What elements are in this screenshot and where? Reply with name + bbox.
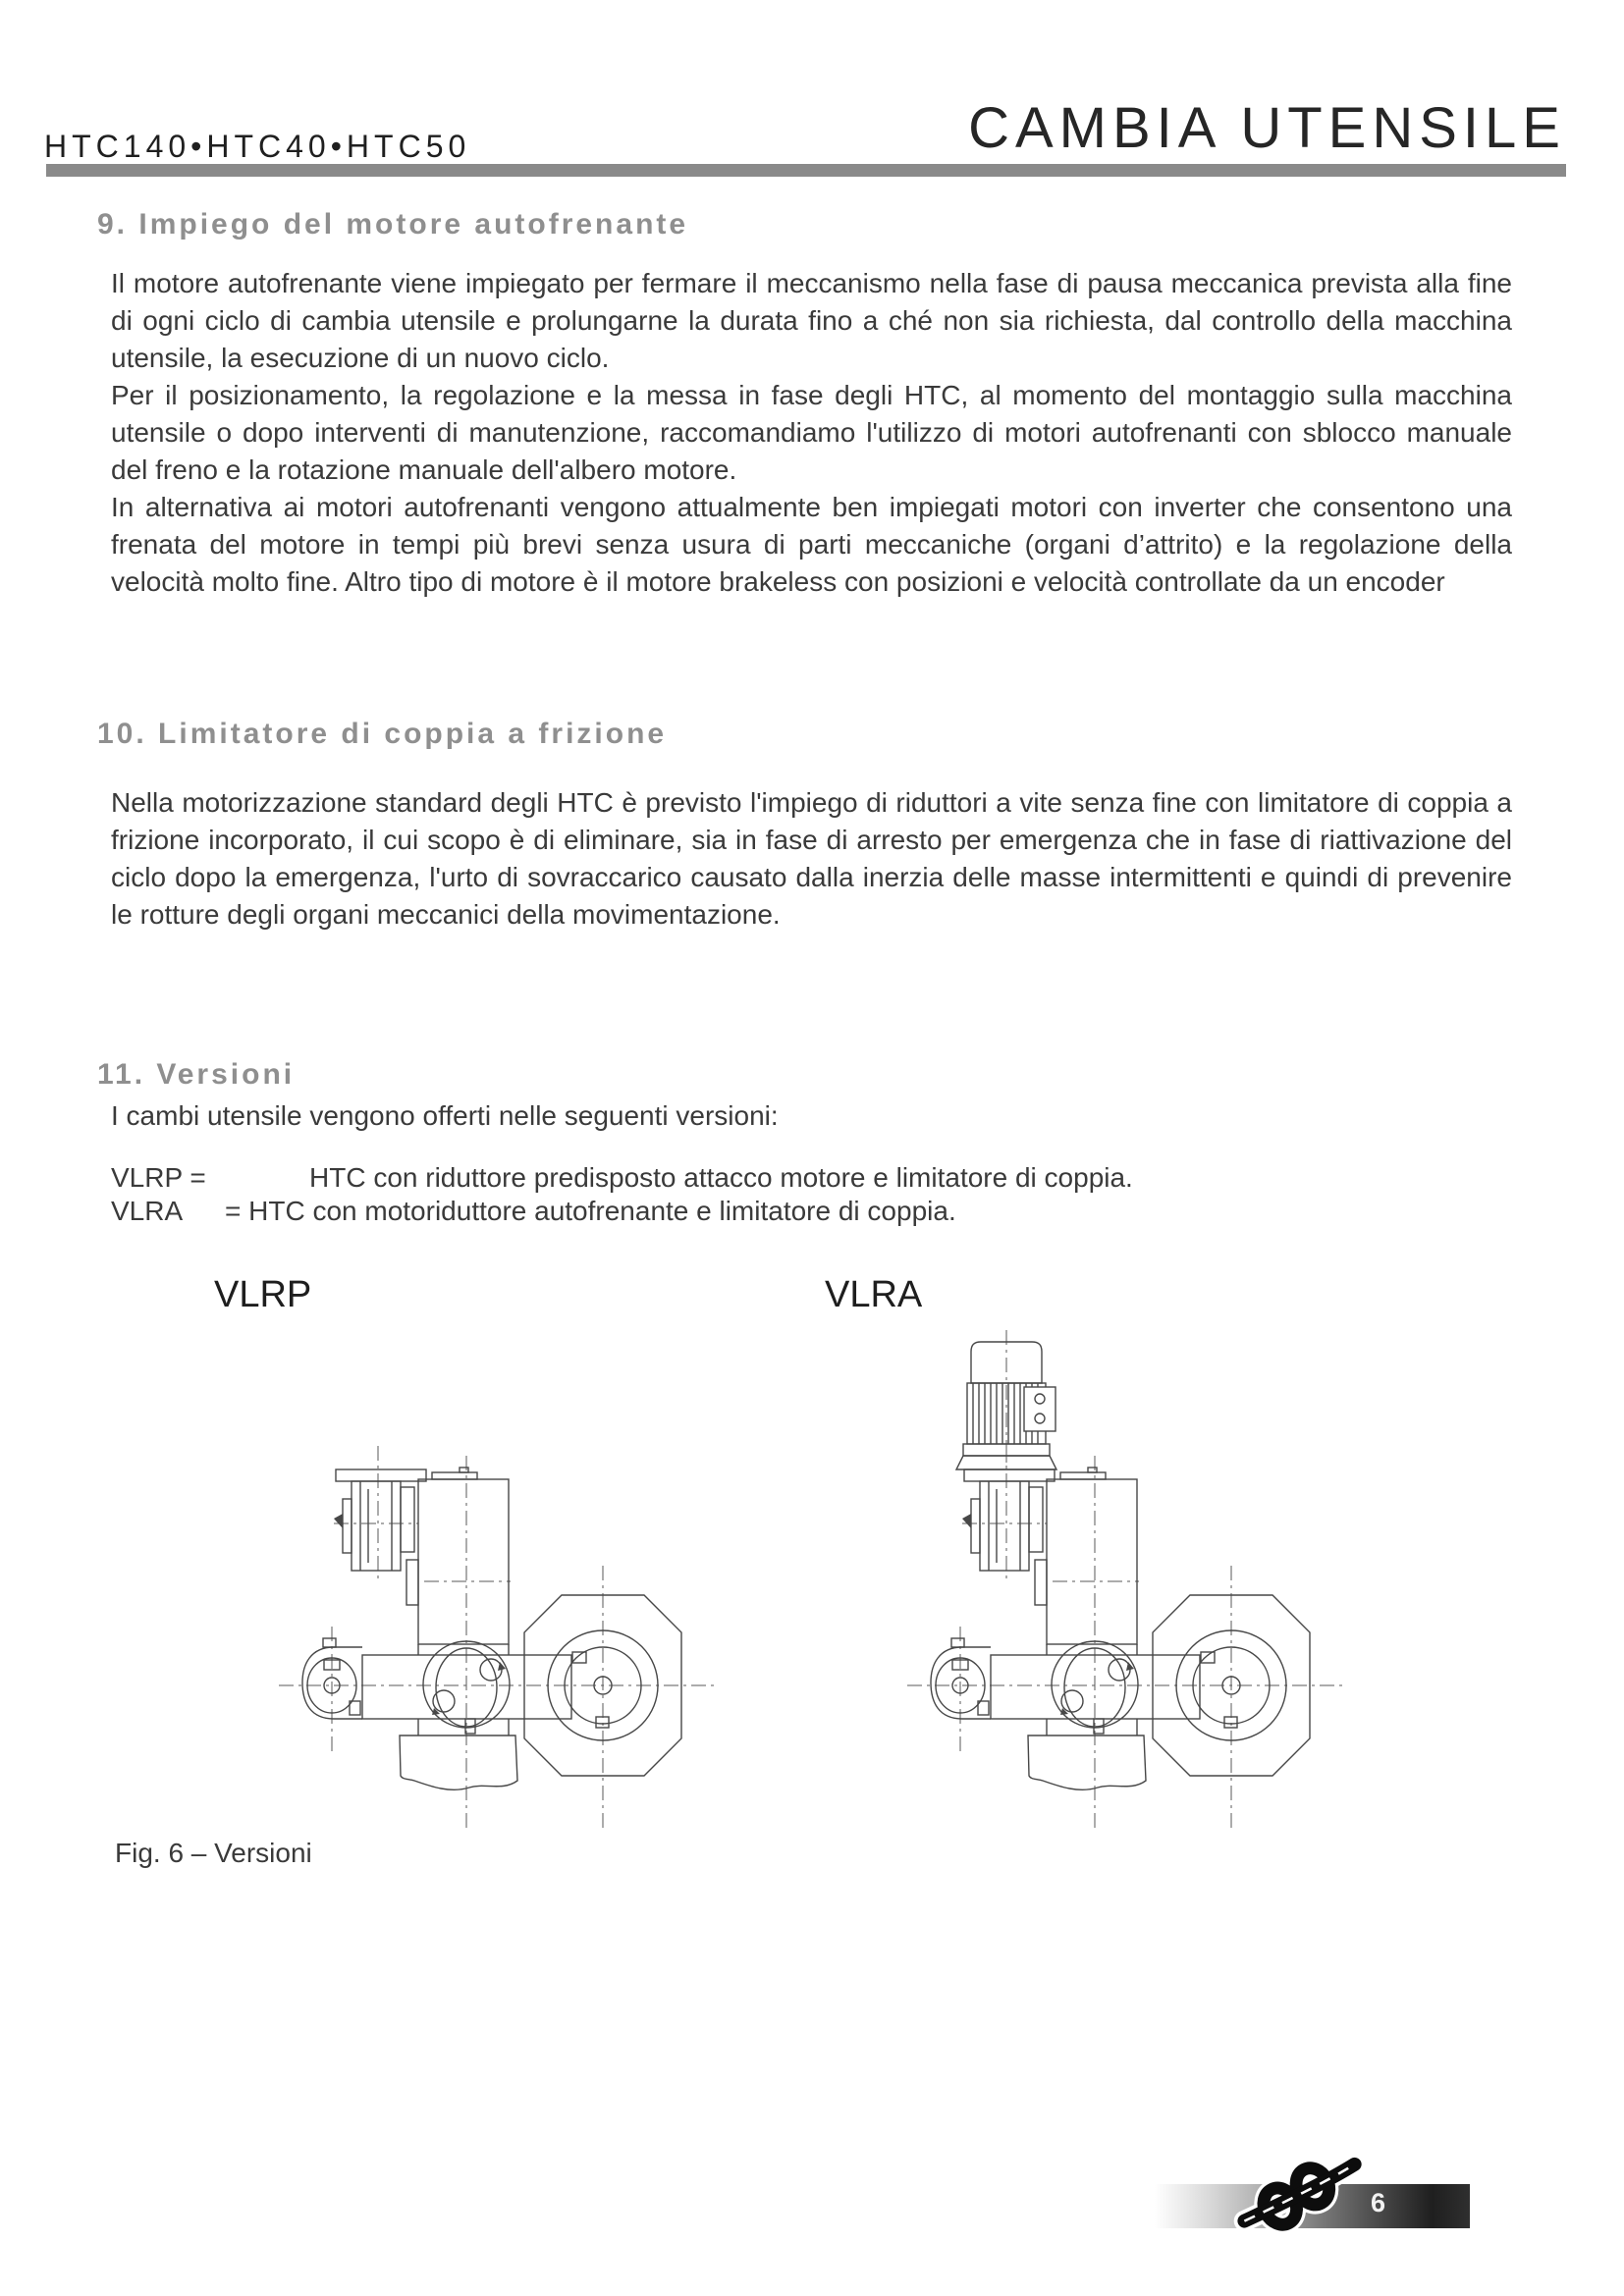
- version-desc-vlra: = HTC con motoriduttore autofrenante e limitatore di coppia.: [225, 1196, 956, 1226]
- section-10-body: [111, 784, 1512, 934]
- section-9-paragraph-1: Il motore autofrenante viene impiegato per fermare il meccanismo nella fase di pausa meccanica prevista alla fine di ogni ciclo di cambia utensile e prolungarne la durata fino a ché non sia richiesta, dal controllo della macchina utensile, la esecuzione di un nuovo ciclo.: [111, 268, 1512, 373]
- section-10-paragraph-1: Nella motorizzazione standard degli HTC è previsto l'impiego di riduttori a vite senza fine con limitatore di coppia a frizione incorporato, il cui scopo è di eliminare, sia in fase di arresto per emergenza che in fase di riattivazione del ciclo dopo la emergenza, l'urto di sovraccarico causato dalla inerzia delle masse intermittenti e quindi di prevenire le rotture degli organi meccanici della movimentazione.: [111, 787, 1512, 930]
- section-9-paragraph-3: In alternativa ai motori autofrenanti vengono attualmente ben impiegati motori con inverter che consentono una frenata del motore in tempi più brevi senza usura di parti meccaniche (organi d’attrito) e la regolazione della velocità molto fine. Altro tipo di motore è il motore brakeless con posizioni e velocità controllate da un encoder: [111, 492, 1512, 597]
- section-10-heading: 10. Limitatore di coppia a frizione: [97, 718, 668, 750]
- section-9-body: [111, 265, 1512, 601]
- section-9-heading: 9. Impiego del motore autofrenante: [97, 208, 689, 240]
- versions-intro: I cambi utensile vengono offerti nelle seguenti versioni:: [111, 1100, 779, 1131]
- version-code-vlra: VLRA: [111, 1196, 184, 1226]
- vlra-technical-drawing: [882, 1308, 1392, 1857]
- figure-label-vlra: VLRA: [825, 1274, 923, 1315]
- vlrp-technical-drawing: [253, 1308, 764, 1857]
- brand-logo-icon: [1233, 2152, 1365, 2242]
- section-11-heading: 11. Versioni: [97, 1058, 296, 1091]
- header-models: HTC140•HTC40•HTC50: [44, 129, 471, 164]
- version-code-vlrp: VLRP =: [111, 1162, 206, 1193]
- page-number: 6: [1371, 2188, 1387, 2217]
- figure-label-vlrp: VLRP: [214, 1274, 312, 1315]
- version-desc-vlrp: HTC con riduttore predisposto attacco motore e limitatore di coppia.: [309, 1162, 1133, 1193]
- section-9-paragraph-2: Per il posizionamento, la regolazione e la messa in fase degli HTC, al momento del montaggio sulla macchina utensile o dopo interventi di manutenzione, raccomandiamo l'utilizzo di motori autofrenanti con sblocco manuale del freno e la rotazione manuale dell'albero motore.: [111, 380, 1512, 485]
- header-divider: [46, 164, 1566, 177]
- figure-caption: Fig. 6 – Versioni: [115, 1838, 312, 1868]
- page-title: CAMBIA UTENSILE: [968, 96, 1566, 160]
- version-row-vlra: [111, 1196, 956, 1227]
- version-row-vlrp: [111, 1162, 1133, 1194]
